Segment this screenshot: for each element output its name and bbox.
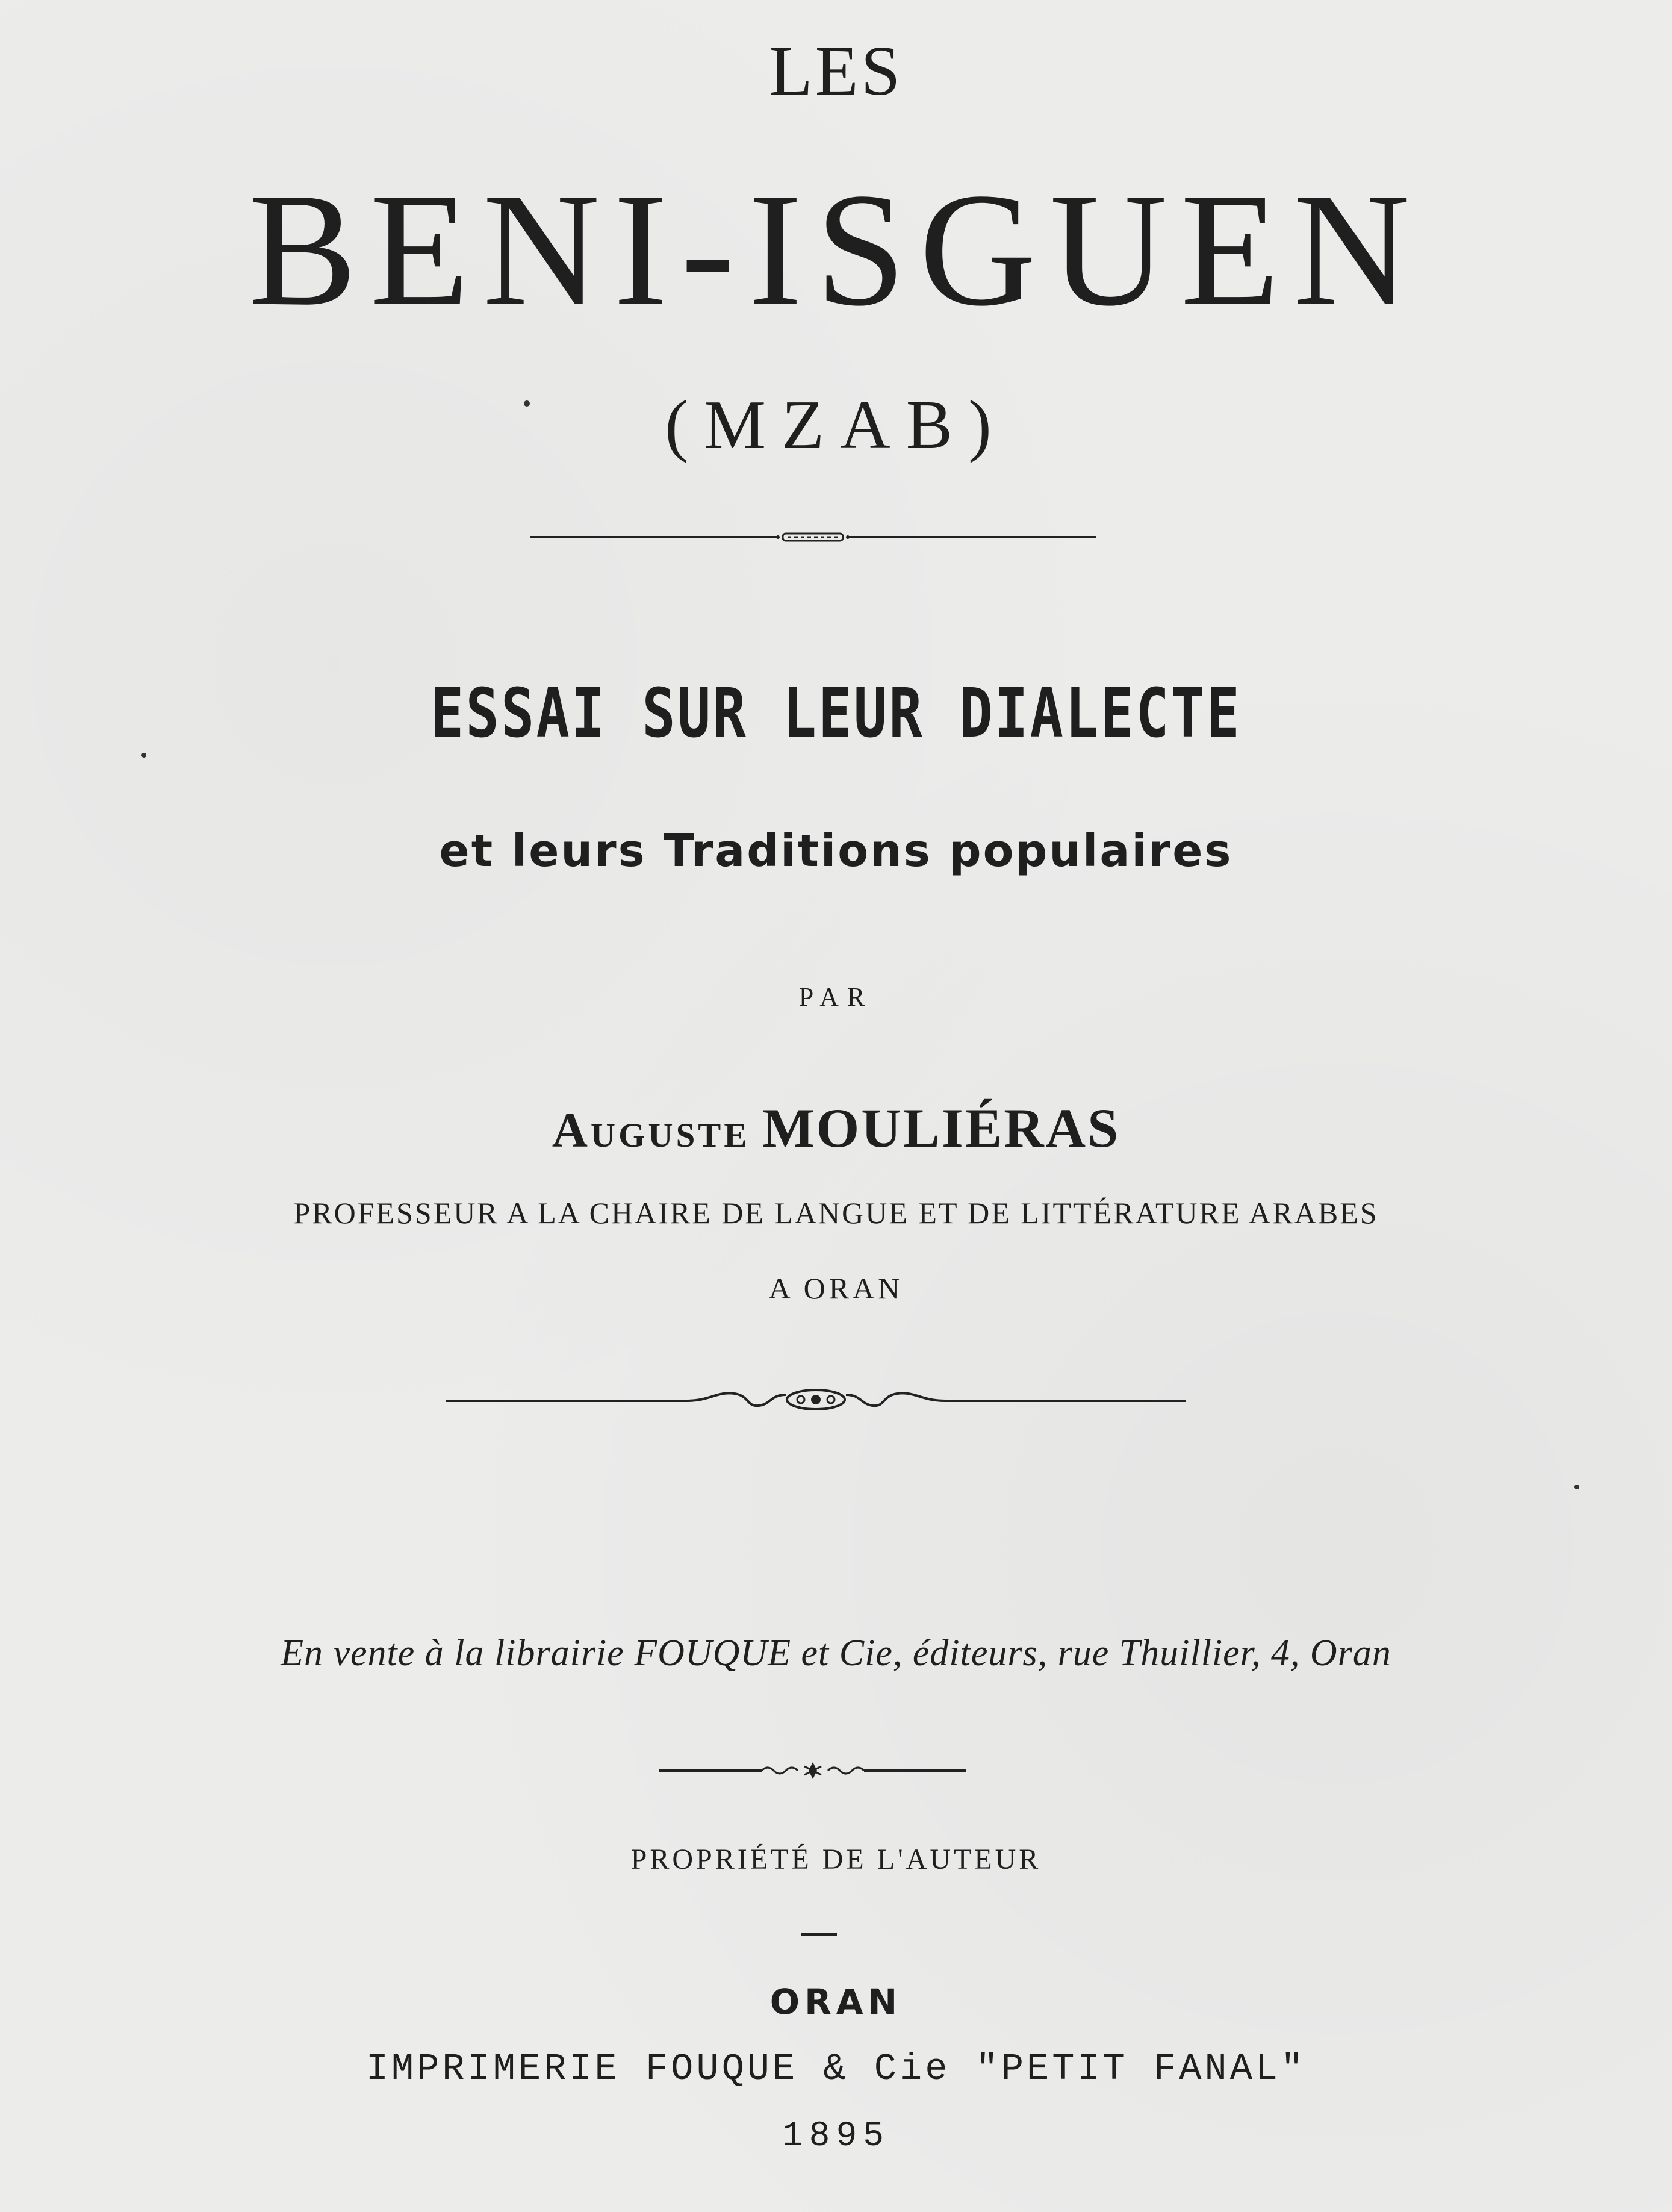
ink-speck <box>524 400 530 407</box>
rule-ornament-icon <box>530 530 1096 544</box>
short-rule <box>801 1933 837 1936</box>
sale-notice: En vente à la librairie FOUQUE et Cie, éditeurs, rue Thuillier, 4, Oran <box>281 1633 1391 1674</box>
author-city: A ORAN <box>768 1271 904 1305</box>
author-given-name: Auguste <box>552 1103 750 1157</box>
printer-name: IMPRIMERIE FOUQUE & Cie "PETIT FANAL" <box>365 2048 1307 2090</box>
star-ornament-icon <box>659 1759 966 1783</box>
essay-heading: ESSAI SUR LEUR DIALECTE <box>430 675 1242 753</box>
book-title: BENI-ISGUEN <box>248 160 1424 340</box>
title-article: LES <box>769 31 903 110</box>
author-role: PROFESSEUR A LA CHAIRE DE LANGUE ET DE LITTÉRATURE ARABES <box>293 1196 1379 1230</box>
region-subtitle: (MZAB) <box>665 387 1007 464</box>
floral-ornament-icon <box>446 1385 1186 1415</box>
author-family-name: MOULIÉRAS <box>762 1097 1120 1159</box>
publication-year: 1895 <box>782 2117 890 2156</box>
ink-speck <box>1574 1485 1579 1489</box>
essay-subtitle: et leurs Traditions populaires <box>439 825 1233 877</box>
ink-speck <box>141 753 146 758</box>
by-label: PAR <box>798 982 874 1012</box>
imprint-place: ORAN <box>769 1981 903 2022</box>
rights-notice: PROPRIÉTÉ DE L'AUTEUR <box>630 1843 1042 1875</box>
author-name <box>0 1096 1672 1160</box>
